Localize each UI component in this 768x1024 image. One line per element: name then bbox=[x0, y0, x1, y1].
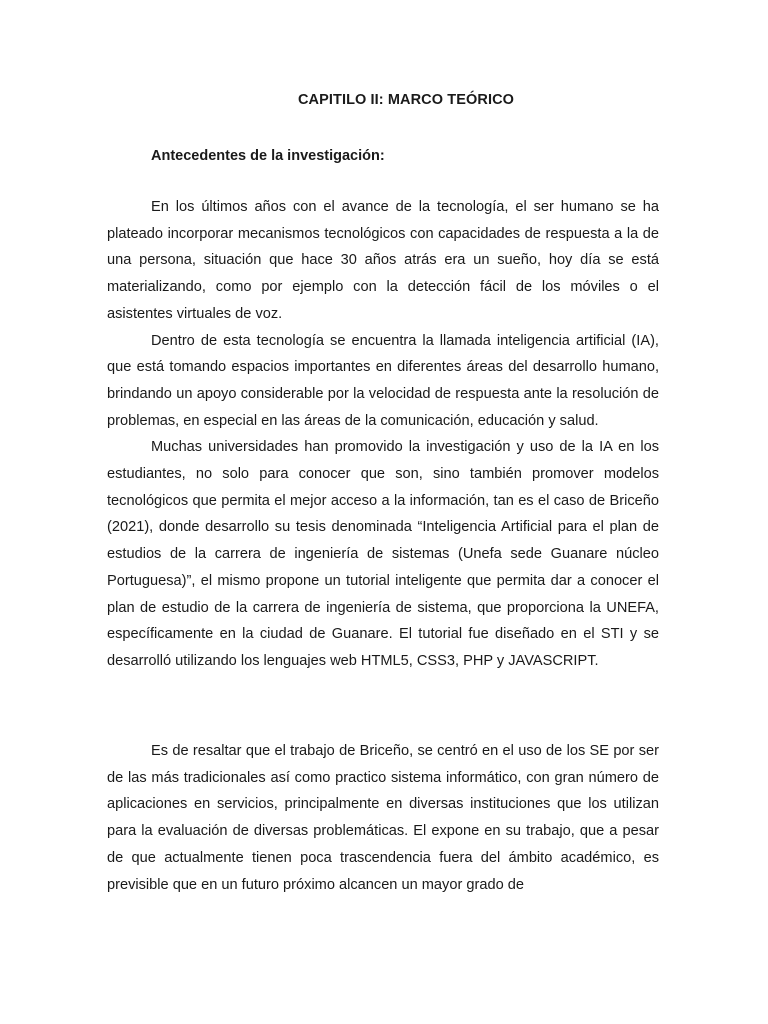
paragraph-1: En los últimos años con el avance de la tecnología, el ser humano se ha plateado incorporar mecanismos tecnológicos con capacidades de respuesta a la de una persona, situación que hace 30 años atrás era un sueño, hoy día se está materializando, como por ejemplo con la detección fácil de los móviles o el asistentes virtuales de voz. bbox=[107, 199, 659, 322]
paragraph-2: Dentro de esta tecnología se encuentra la llamada inteligencia artificial (IA), que está tomando espacios importantes en diferentes áreas del desarrollo humano, brindando un apoyo considerable por la velocidad de respuesta ante la resolución de problemas, en especial en las áreas de la comunicación, educación y salud. bbox=[107, 332, 659, 429]
body-text-block bbox=[107, 194, 659, 675]
chapter-title: CAPITILO II: MARCO TEÓRICO bbox=[297, 92, 515, 108]
body-text-block-continued bbox=[107, 738, 659, 898]
section-heading: Antecedentes de la investigación: bbox=[151, 148, 385, 164]
paragraph-4: Es de resaltar que el trabajo de Briceño, se centró en el uso de los SE por ser de las más tradicionales así como practico sistema informático, con gran número de aplicaciones en servicios, principalmente en diversas instituciones que los utilizan para la evaluación de diversas problemáticas. El expone en su trabajo, que a pesar de que actualmente tienen poca trascendencia fuera del ámbito académico, es previsible que en un futuro próximo alcancen un mayor grado de bbox=[107, 743, 659, 893]
paragraph-3: Muchas universidades han promovido la investigación y uso de la IA en los estudiantes, no solo para conocer que son, sino también promover modelos tecnológicos que permita el mejor acceso a la información, tan es el caso de Briceño (2021), donde desarrollo su tesis denominada “Inteligencia Artificial para el plan de estudios de la carrera de ingeniería de sistemas (Unefa sede Guanare núcleo Portuguesa)”, el mismo propone un tutorial inteligente que permita dar a conocer el plan de estudio de la carrera de ingeniería de sistema, que proporciona la UNEFA, específicamente en la ciudad de Guanare. El tutorial fue diseñado en el STI y se desarrolló utilizando los lenguajes web HTML5, CSS3, PHP y JAVASCRIPT. bbox=[107, 439, 659, 669]
